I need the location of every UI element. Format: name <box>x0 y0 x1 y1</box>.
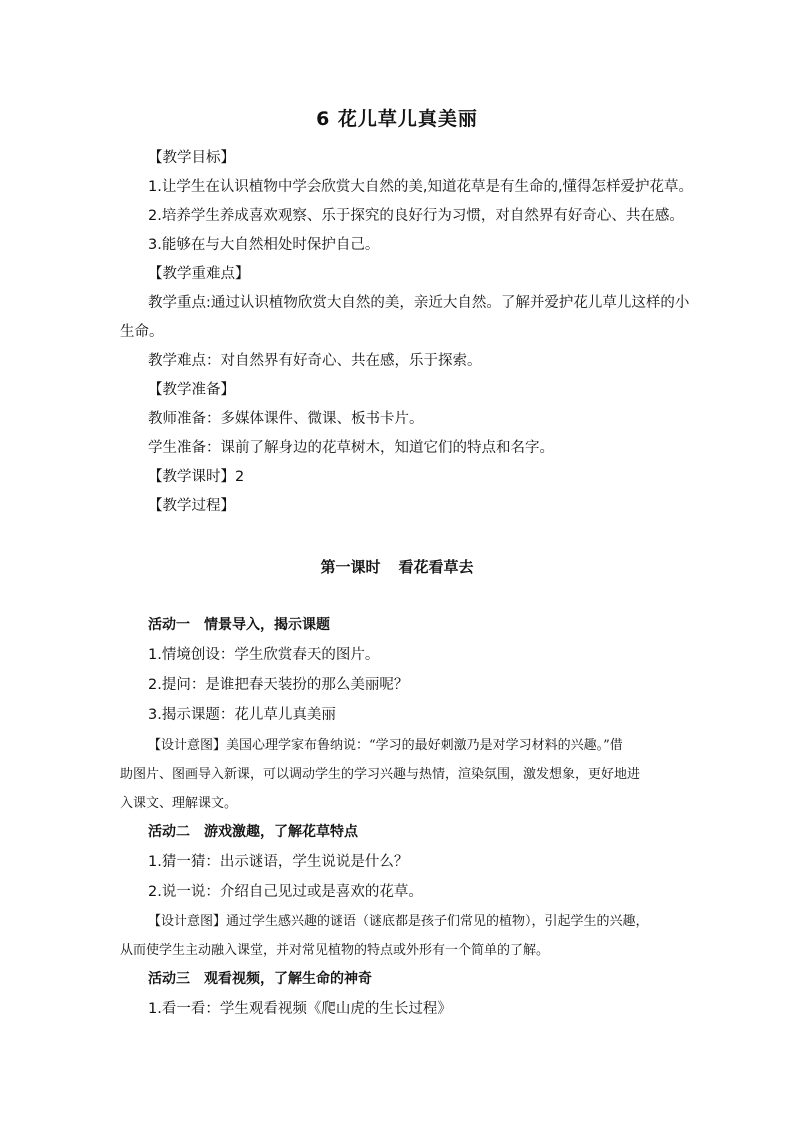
lesson-title <box>0 556 794 577</box>
activity1-item-1: 1.情境创设：学生欣赏春天的图片。 <box>148 647 380 663</box>
activity3-label: 活动三 <box>148 971 190 987</box>
hours-line <box>148 467 728 487</box>
activity1-note-line-2: 助图片、图画导入新课，可以调动学生的学习兴趣与热情，渲染氛围，激发想象，更好地进 <box>120 767 641 782</box>
activity1-item-3: 3.揭示课题：花儿草儿真美丽 <box>148 707 336 723</box>
process-heading: 【教学过程】 <box>148 498 235 514</box>
focus-line-1: 教学重点:通过认识植物欣赏大自然的美，亲近大自然。了解并爱护花儿草儿这样的小 <box>148 295 690 311</box>
activity2-note-line-1: 【设计意图】通过学生感兴趣的谜语（谜底都是孩子们常见的植物），引起学生的兴趣， <box>148 914 649 929</box>
activity1-name: 情景导入，揭示课题 <box>204 617 330 633</box>
teacher-prep: 教师准备：多媒体课件、微课、板书卡片。 <box>148 411 424 427</box>
activity2-label: 活动二 <box>148 824 190 840</box>
goals-heading: 【教学目标】 <box>148 150 235 166</box>
hours-value: 2 <box>235 469 245 485</box>
goal-item-3: 3.能够在与大自然相处时保护自己。 <box>148 237 380 253</box>
goal-item-2: 2.培养学生养成喜欢观察、乐于探究的良好行为习惯，对自然界有好奇心、共在感。 <box>148 208 684 224</box>
activity1-note-line-3: 入课文、理解课文。 <box>120 796 238 811</box>
page-title: 6 花儿草儿真美丽 <box>316 108 478 130</box>
activity2-item-1: 1.猜一猜：出示谜语，学生说说是什么？ <box>148 854 409 870</box>
activity3-item-1: 1.看一看：学生观看视频《爬山虎的生长过程》 <box>148 1001 452 1017</box>
activity3-heading <box>148 969 728 989</box>
lesson-name: 看花看草去 <box>398 558 474 576</box>
activity2-note-line-2: 从而使学生主动融入课堂，并对常见植物的特点或外形有一个简单的了解。 <box>120 943 550 958</box>
activity1-item-2: 2.提问：是谁把春天装扮的那么美丽呢？ <box>148 677 409 693</box>
activity1-heading <box>148 615 728 635</box>
activity2-item-2: 2.说一说：介绍自己见过或是喜欢的花草。 <box>148 884 423 900</box>
activity2-name: 游戏激趣，了解花草特点 <box>204 824 358 840</box>
activity3-name: 观看视频，了解生命的神奇 <box>204 971 372 987</box>
goal-item-1: 1.让学生在认识植物中学会欣赏大自然的美,知道花草是有生命的,懂得怎样爱护花草。 <box>148 179 694 195</box>
student-prep: 学生准备：课前了解身边的花草树木，知道它们的特点和名字。 <box>148 440 554 456</box>
key-heading: 【教学重难点】 <box>148 266 250 282</box>
lesson-label: 第一课时 <box>320 558 381 576</box>
hours-heading: 【教学课时】 <box>148 469 235 485</box>
difficulty-line: 教学难点：对自然界有好奇心、共在感，乐于探索。 <box>148 353 482 369</box>
activity1-note-line-1: 【设计意图】美国心理学家布鲁纳说：“学习的最好刺激乃是对学习材料的兴趣。”借 <box>148 738 623 753</box>
activity1-label: 活动一 <box>148 617 190 633</box>
prep-heading: 【教学准备】 <box>148 382 235 398</box>
activity2-heading <box>148 822 728 842</box>
focus-line-2: 生命。 <box>120 324 164 340</box>
